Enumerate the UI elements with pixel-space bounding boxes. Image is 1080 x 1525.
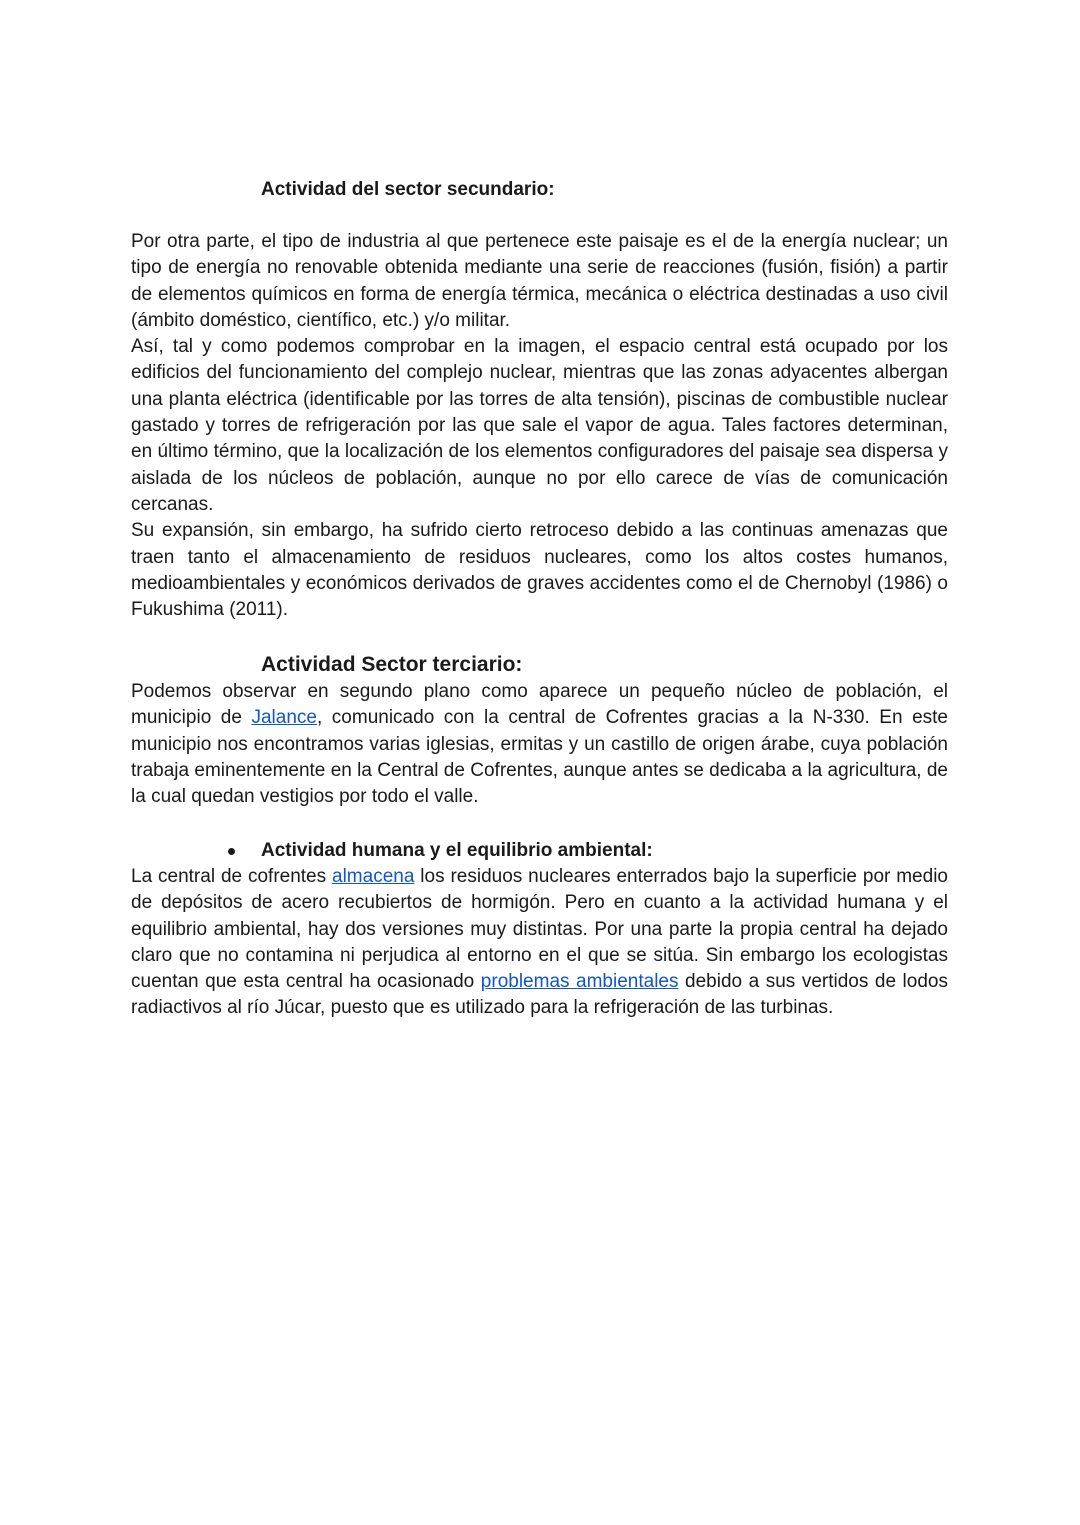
environment-heading xyxy=(131,838,948,864)
environment-text-start: La central de cofrentes xyxy=(131,866,333,887)
environment-paragraph xyxy=(131,864,948,1022)
secondary-paragraph-1: Por otra parte, el tipo de industria al que pertenece este paisaje es el de la energía nuclear; un tipo de energía no renovable obtenida mediante una serie de reacciones (fusión, fisión) a partir de elementos químicos en forma de energía térmica, mecánica o eléctrica destinadas a uso civil (ámbito doméstico, científico, etc.) y/o militar. xyxy=(131,231,948,331)
environment-body xyxy=(131,864,948,1022)
tertiary-text-before-link: Podemos observar en segundo plano como aparece un pequeño núcleo de población, el municipio de xyxy=(131,681,948,729)
tertiary-paragraph xyxy=(131,679,948,810)
almacena-link[interactable]: almacena xyxy=(332,866,415,887)
tertiary-sector-body xyxy=(131,679,948,810)
environment-text-middle: los residuos nucleares enterrados bajo la superficie por medio de depósitos de acero recubiertos de hormigón. Pero en cuanto a la actividad humana y el equilibrio ambiental, hay dos versiones muy distintas. Por una parte la propia central ha dejado claro que no contamina ni perjudica al entorno en el que se sitúa. Sin embargo los ecologistas cuentan que esta central ha ocasionado xyxy=(131,866,948,993)
problemas-ambientales-link[interactable]: problemas ambientales xyxy=(480,971,679,993)
tertiary-sector-heading: Actividad Sector terciario: xyxy=(261,653,523,676)
jalance-link[interactable]: Jalance xyxy=(251,707,317,729)
tertiary-text-after-link: , comunicado con la central de Cofrentes gracias a la N-330. En este municipio nos encontramos varias iglesias, ermitas y un castillo de origen árabe, cuya población trabaja eminentemente en la Central de Cofrentes, aunque antes se dedicaba a la agricultura, de la cual quedan vestigios por todo el valle. xyxy=(131,707,948,808)
secondary-sector-heading: Actividad del sector secundario: xyxy=(261,179,555,200)
secondary-sector-body xyxy=(131,229,948,623)
bullet-icon xyxy=(228,848,235,855)
secondary-paragraph-2: Así, tal y como podemos comprobar en la imagen, el espacio central está ocupado por los edificios del funcionamiento del complejo nuclear, mientras que las zonas adyacentes albergan una planta eléctrica (identificable por las torres de alta tensión), piscinas de combustible nuclear gastado y torres de refrigeración por las que sale el vapor de agua. Tales factores determinan, en último término, que la localización de los elementos configuradores del paisaje sea dispersa y aislada de los núcleos de población, aunque no por ello carece de vías de comunicación cercanas. xyxy=(131,336,948,515)
environment-heading-text: Actividad humana y el equilibrio ambiental: xyxy=(261,840,653,861)
environment-text-end: debido a sus vertidos de lodos radiactivos al río Júcar, puesto que es utilizado para la refrigeración de las turbinas. xyxy=(131,971,948,1019)
secondary-paragraph-3: Su expansión, sin embargo, ha sufrido cierto retroceso debido a las continuas amenazas que traen tanto el almacenamiento de residuos nucleares, como los altos costes humanos, medioambientales y económicos derivados de graves accidentes como el de Chernobyl (1986) o Fukushima (2011). xyxy=(131,520,948,621)
